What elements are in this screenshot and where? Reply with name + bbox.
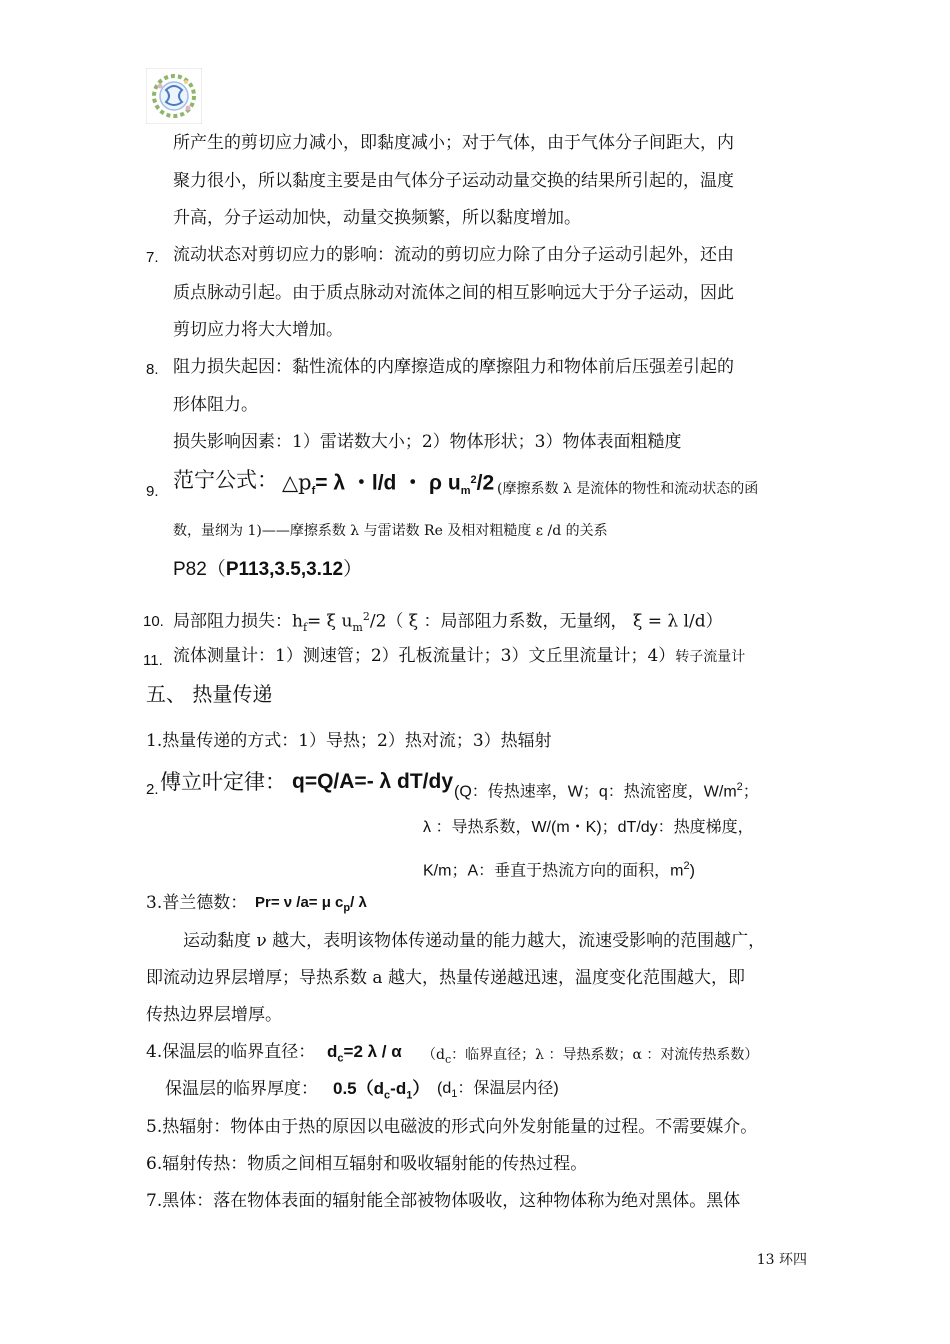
reference-pages: P113,3.5,3.12 bbox=[225, 559, 344, 580]
fourier-formula: q=Q/A=- λ dT/dy bbox=[292, 770, 454, 793]
critical-thickness-sub-1: 1 bbox=[406, 1089, 413, 1102]
fourier-note-2: λ ：导热系数，W/(m・K)；dT/dy：热度梯度， bbox=[423, 819, 754, 836]
fourier-note-1-sup: 2 bbox=[736, 781, 743, 793]
critical-diameter-note-a: （d bbox=[422, 1047, 445, 1063]
item-7-number: 7. bbox=[146, 249, 159, 266]
fourier-note-3-end: ) bbox=[689, 862, 695, 880]
prandtl-formula bbox=[255, 891, 367, 920]
item-8-text-1: 阻力损失起因：黏性流体的内摩擦造成的摩擦阻力和物体前后压强差引起的 bbox=[173, 357, 734, 377]
fanning-label: 范宁公式： bbox=[173, 468, 278, 492]
fanning-formula-sup-2: 2 bbox=[470, 474, 477, 486]
heat-2-line-1 bbox=[0, 770, 950, 800]
prandtl-para-3: 传热边界层增厚。 bbox=[146, 1005, 282, 1025]
fanning-formula-sub-f: f bbox=[311, 485, 316, 498]
prandtl-formula-sub-p: p bbox=[343, 902, 351, 914]
item-8-text-3: 损失影响因素：1）雷诺数大小；2）物体形状；3）物体表面粗糙度 bbox=[173, 432, 682, 452]
critical-diameter-note-sub-c: c bbox=[444, 1052, 452, 1066]
item-8-text-2: 形体阻力。 bbox=[173, 395, 258, 415]
flow-meter-text bbox=[173, 644, 745, 669]
item-9-line-1 bbox=[0, 468, 950, 498]
fanning-formula-sub-m: m bbox=[460, 485, 471, 498]
local-loss-sub-f: f bbox=[302, 621, 308, 635]
item-7-text-1: 流动状态对剪切应力的影响：流动的剪切应力除了由分子运动引起外，还由 bbox=[173, 245, 734, 265]
local-loss-part-c: /2（ ξ ：局部阻力系数，无量纲， ξ = λ l/d） bbox=[369, 611, 723, 632]
critical-diameter-note-b: ：临界直径；λ ：导热系数；α ：对流传热系数） bbox=[451, 1047, 759, 1063]
local-loss-text bbox=[173, 605, 723, 640]
fanning-note-2: 数，量纲为 1)——摩擦系数 λ 与雷诺数 Re 及相对粗糙度 ε /d 的关系 bbox=[173, 523, 608, 539]
heat-2-number: 2. bbox=[146, 781, 159, 798]
fanning-formula-part-c: /2 bbox=[476, 471, 495, 495]
fanning-formula bbox=[282, 468, 494, 503]
item-6-text-3: 升高，分子运动加快，动量交换频繁，所以黏度增加。 bbox=[173, 208, 581, 228]
critical-thickness-note-b: ：保温层内径) bbox=[457, 1080, 559, 1097]
critical-thickness-note-a: (d bbox=[437, 1080, 452, 1097]
fourier-note-3 bbox=[423, 854, 695, 883]
prandtl-formula-part-a: Pr= ν /a= μ c bbox=[255, 894, 344, 911]
item-10-number: 10. bbox=[143, 613, 164, 630]
prandtl-para-1: 运动黏度 ν 越大，表明该物体传递动量的能力越大，流速受影响的范围越广， bbox=[183, 931, 766, 951]
prandtl-formula-part-b: / λ bbox=[350, 894, 367, 911]
critical-thickness-sub-c: c bbox=[384, 1089, 391, 1102]
prandtl-label: 3.普兰德数： bbox=[146, 893, 248, 913]
fourier-note-1-end: ； bbox=[742, 783, 759, 801]
critical-thickness-formula-a: 0.5（d bbox=[333, 1079, 385, 1098]
critical-thickness-formula-c: ） bbox=[412, 1079, 430, 1098]
critical-diameter-formula-d: d bbox=[327, 1042, 338, 1061]
local-loss-sup-2: 2 bbox=[362, 610, 370, 623]
heat-7-text: 7.黑体：落在物体表面的辐射能全部被物体吸收，这种物体称为绝对黑体。黑体 bbox=[146, 1191, 741, 1211]
critical-diameter-note bbox=[422, 1043, 758, 1072]
critical-diameter-formula-rest: =2 λ / α bbox=[343, 1042, 402, 1061]
fourier-note-3-sup: 2 bbox=[683, 860, 690, 872]
heat-1-text: 1.热量传递的方式：1）导热；2）热对流；3）热辐射 bbox=[146, 731, 552, 751]
page-footer: 13 环四 bbox=[756, 1252, 807, 1268]
critical-thickness-formula bbox=[333, 1077, 429, 1107]
fanning-formula-part-a: △p bbox=[282, 470, 312, 495]
item-7-text-2: 质点脉动引起。由于质点脉动对流体之间的相互影响远大于分子运动，因此 bbox=[173, 283, 734, 303]
critical-diameter-label: 4.保温层的临界直径： bbox=[146, 1042, 316, 1062]
item-9-number: 9. bbox=[146, 483, 159, 500]
critical-thickness-label: 保温层的临界厚度： bbox=[165, 1079, 318, 1099]
reference-suffix: ） bbox=[343, 559, 363, 580]
fourier-note-3-text: K/m；A：垂直于热流方向的面积，m bbox=[423, 862, 684, 880]
item-7-text-3: 剪切应力将大大增加。 bbox=[173, 320, 343, 340]
heat-5-text: 5.热辐射：物体由于热的原因以电磁波的形式向外发射能量的过程。不需要媒介。 bbox=[146, 1117, 758, 1137]
fourier-label: 傅立叶定律： bbox=[160, 770, 286, 794]
heat-6-text: 6.辐射传热：物质之间相互辐射和吸收辐射能的传热过程。 bbox=[146, 1154, 588, 1174]
critical-thickness-note-sub-1: 1 bbox=[451, 1088, 458, 1101]
item-8-number: 8. bbox=[146, 361, 159, 378]
flow-meter-part-b: 转子流量计 bbox=[675, 649, 746, 665]
section-five-heading: 五、 热量传递 bbox=[146, 682, 273, 706]
fanning-reference bbox=[173, 558, 362, 582]
item-6-text-1: 所产生的剪切应力减小，即黏度减小；对于气体，由于气体分子间距大，内 bbox=[173, 133, 734, 153]
fanning-formula-part-b: = λ ・l/d ・ ρ u bbox=[315, 471, 461, 495]
item-6-text-2: 聚力很小，所以黏度主要是由气体分子运动动量交换的结果所引起的，温度 bbox=[173, 171, 734, 191]
flower-wreath-logo bbox=[146, 68, 202, 124]
critical-diameter-formula bbox=[327, 1040, 402, 1070]
fanning-note-1: (摩擦系数 λ 是流体的物性和流动状态的函 bbox=[497, 481, 759, 497]
local-loss-part-b: = ξ u bbox=[307, 611, 353, 632]
prandtl-para-2: 即流动边界层增厚；导热系数 a 越大，热量传递越迅速，温度变化范围越大，即 bbox=[146, 968, 745, 988]
fourier-note-1 bbox=[454, 775, 759, 804]
critical-thickness-formula-b: -d bbox=[390, 1079, 407, 1098]
local-loss-part-a: 局部阻力损失：h bbox=[173, 611, 303, 632]
fourier-note-1-text: (Q：传热速率，W；q：热流密度，W/m bbox=[454, 783, 737, 801]
critical-diameter-formula-sub-c: c bbox=[337, 1052, 344, 1065]
flow-meter-part-a: 流体测量计：1）测速管；2）孔板流量计；3）文丘里流量计；4） bbox=[173, 646, 676, 666]
reference-prefix: P82（ bbox=[173, 559, 226, 580]
critical-thickness-note bbox=[437, 1077, 559, 1106]
item-11-number: 11. bbox=[143, 652, 163, 669]
local-loss-sub-m: m bbox=[352, 621, 363, 635]
